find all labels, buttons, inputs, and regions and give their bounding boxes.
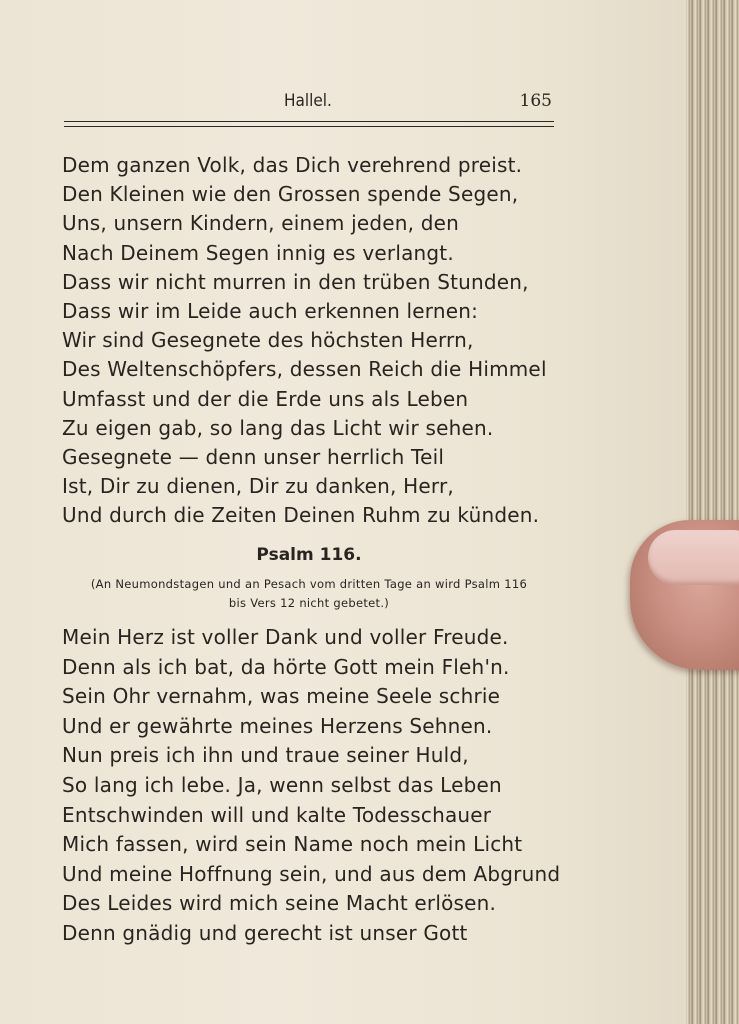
verse-line: Nach Deinem Segen innig es verlangt. [62,240,454,265]
psalm-note [64,575,554,613]
verse-line: Nun preis ich ihn und traue seiner Huld, [62,743,469,768]
psalm-note-line: (An Neumondstagen und an Pesach vom dritten Tage an wird Psalm 116 [90,577,528,591]
verse-line: Uns, unsern Kindern, einem jeden, den [62,211,460,236]
stanza-2 [62,623,562,949]
verse-line: Mein Herz ist voller Dank und voller Freude. [62,625,509,649]
page-header [64,91,554,117]
verse-line: Mich fassen, wird sein Name noch mein Licht [62,832,523,857]
verse-line: Entschwinden will und kalte Todesschauer [62,802,492,827]
psalm-note-line: bis Vers 12 nicht gebetet.) [228,596,390,610]
verse-line: Dass wir nicht murren in den trüben Stunden, [62,269,529,294]
verse-line: Wir sind Gesegnete des höchsten Herrn, [62,328,474,353]
verse-line: Dem ganzen Volk, das Dich verehrend preist. [62,153,523,177]
verse-line: Ist, Dir zu dienen, Dir zu danken, Herr, [62,474,454,499]
verse-line: Den Kleinen wie den Grossen spende Segen, [62,182,519,207]
thumbnail [648,530,739,585]
verse-line: Sein Ohr vernahm, was meine Seele schrie [62,684,501,709]
page-edges [686,0,739,1024]
verse-line: Des Weltenschöpfers, dessen Reich die Himmel [62,357,547,382]
verse-line: So lang ich lebe. Ja, wenn selbst das Leben [62,772,502,797]
verse-line: Und meine Hoffnung sein, und aus dem Abgrund [62,861,561,886]
verse-line: Und durch die Zeiten Deinen Ruhm zu künden. [62,503,540,528]
verse-line: Gesegnete — denn unser herrlich Teil [62,445,445,470]
running-head: Hallel. [284,91,332,111]
verse-line: Des Leides wird mich seine Macht erlösen. [62,891,497,916]
psalm-heading: Psalm 116. [256,545,362,565]
verse-line: Denn als ich bat, da hörte Gott mein Fleh'n. [62,654,510,679]
stanza-1 [62,151,562,531]
page-number: 165 [519,91,552,111]
verse-line: Zu eigen gab, so lang das Licht wir sehen. [62,415,494,440]
header-rule-bottom [64,126,554,127]
verse-line: Denn gnädig und gerecht ist unser Gott [62,920,468,945]
verse-line: Umfasst und der die Erde uns als Leben [62,386,469,411]
verse-line: Und er gewährte meines Herzens Sehnen. [62,713,493,738]
verse-line: Dass wir im Leide auch erkennen lernen: [62,299,479,324]
header-rule-top [64,121,554,122]
